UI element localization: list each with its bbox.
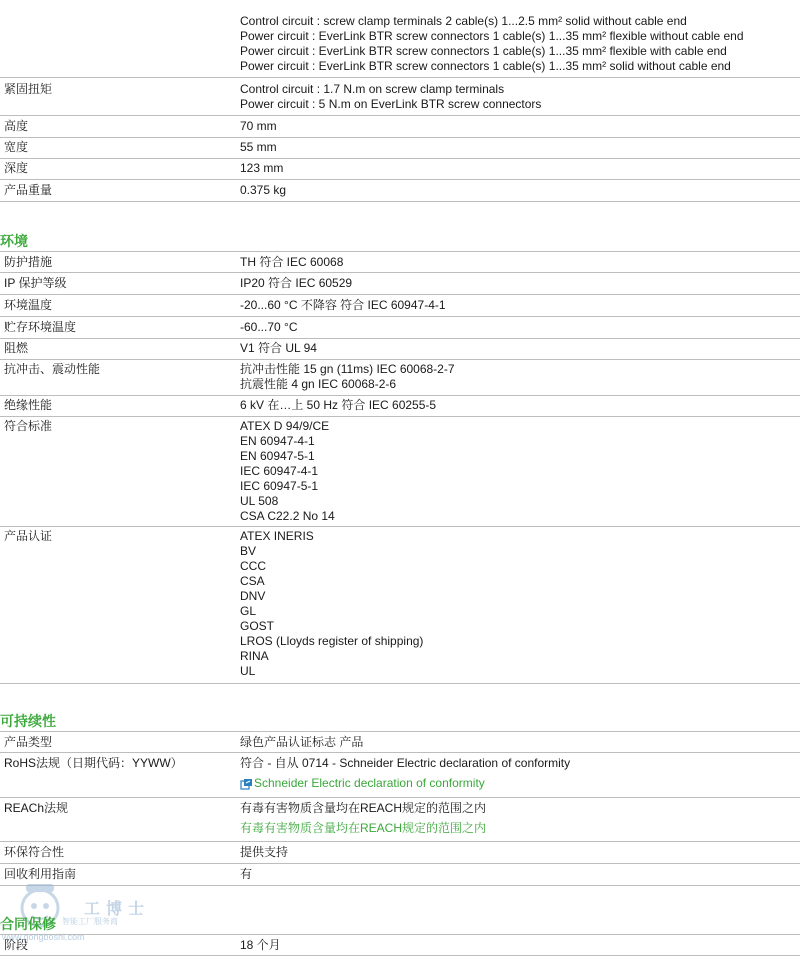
torque-line: Control circuit : 1.7 N.m on screw clamp terminals: [240, 82, 505, 96]
spec-label-warranty-period: 阶段: [4, 938, 29, 952]
section-title-warranty: 合同保修: [0, 916, 56, 932]
cert-item: RINA: [240, 649, 269, 663]
spec-row-temperature: [0, 295, 800, 317]
spec-label-certifications: 产品认证: [4, 529, 53, 543]
rohs-text: 符合 - 自从 0714 - Schneider Electric declaration of conformity: [240, 756, 571, 770]
spec-label-product-type: 产品类型: [4, 735, 53, 749]
spec-value-torque: [240, 82, 541, 112]
spec-value-depth: 123 mm: [240, 161, 284, 175]
rohs-declaration-link[interactable]: [240, 776, 485, 791]
watermark-brand: 工博士: [84, 901, 151, 918]
spec-value-temperature: -20...60 °C 不降容 符合 IEC 60947-4-1: [240, 298, 446, 312]
spec-value-flame: V1 符合 UL 94: [240, 341, 317, 355]
spec-value-product-type: 绿色产品认证标志 产品: [240, 735, 364, 749]
spec-row-width: [0, 138, 800, 159]
spec-row-storage-temp: [0, 317, 800, 339]
spec-row-eco: [0, 842, 800, 864]
standard-item: UL 508: [240, 494, 279, 508]
spec-label-standards: 符合标准: [4, 419, 53, 433]
spec-value-standards: [240, 419, 335, 524]
reach-link[interactable]: 有毒有害物质含量均在REACH规定的范围之内: [240, 821, 487, 835]
cert-item: BV: [240, 544, 257, 558]
spec-value-reach: [240, 801, 486, 836]
reach-text: 有毒有害物质含量均在REACH规定的范围之内: [240, 801, 487, 815]
standard-item: CSA C22.2 No 14: [240, 509, 335, 523]
spec-row-torque: [0, 78, 800, 116]
spec-label-flame: 阻燃: [4, 341, 29, 355]
section-title-sustainability: 可持续性: [0, 713, 56, 729]
section-title-environment: 环境: [0, 233, 28, 249]
spec-row-insulation: [0, 396, 800, 417]
spec-label-storage-temp: 贮存环境温度: [4, 320, 77, 334]
connection-line: Power circuit : EverLink BTR screw connectors 1 cable(s) 1...35 mm² flexible with cable end: [240, 44, 727, 58]
connection-line: Control circuit : screw clamp terminals 2 cable(s) 1...2.5 mm² solid without cable end: [240, 14, 687, 28]
standard-item: IEC 60947-5-1: [240, 479, 319, 493]
standard-item: EN 60947-5-1: [240, 449, 315, 463]
spec-row-product-type: [0, 731, 800, 753]
spec-row-rohs: [0, 753, 800, 798]
spec-row-flame: [0, 339, 800, 360]
spec-value-ip: IP20 符合 IEC 60529: [240, 276, 353, 290]
spec-value-storage-temp: -60...70 °C: [240, 320, 298, 334]
spec-row-standards: [0, 417, 800, 527]
connection-line: Power circuit : EverLink BTR screw connectors 1 cable(s) 1...35 mm² solid without cable end: [240, 59, 731, 73]
spec-row-shock: [0, 360, 800, 396]
spec-label-recycle: 回收利用指南: [4, 867, 77, 881]
connection-line: Power circuit : EverLink BTR screw connectors 1 cable(s) 1...35 mm² flexible without cable end: [240, 29, 744, 43]
spec-row-height: [0, 116, 800, 138]
spec-label-shock: 抗冲击、震动性能: [4, 362, 101, 376]
cert-item: GOST: [240, 619, 275, 633]
standard-item: ATEX D 94/9/CE: [240, 419, 330, 433]
spec-value-connections: [240, 14, 744, 74]
spec-label-ip: IP 保护等级: [4, 276, 67, 290]
spec-value-recycle: 有: [240, 867, 253, 881]
torque-line: Power circuit : 5 N.m on EverLink BTR screw connectors: [240, 97, 542, 111]
cert-item: GL: [240, 604, 257, 618]
spec-row-depth: [0, 159, 800, 180]
spec-label-weight: 产品重量: [4, 183, 53, 197]
spec-label-protection: 防护措施: [4, 255, 53, 269]
spec-label-insulation: 绝缘性能: [4, 398, 53, 412]
spec-row-warranty-period: [0, 934, 800, 956]
spec-value-protection: TH 符合 IEC 60068: [240, 255, 344, 269]
spec-value-insulation: 6 kV 在…上 50 Hz 符合 IEC 60255-5: [240, 398, 437, 412]
rohs-link-label: Schneider Electric declaration of conformity: [254, 776, 485, 790]
spec-label-height: 高度: [4, 119, 29, 133]
standard-item: IEC 60947-4-1: [240, 464, 319, 478]
spec-value-shock: [240, 362, 455, 392]
external-link-icon: [240, 778, 252, 790]
standard-item: EN 60947-4-1: [240, 434, 315, 448]
spec-row-certifications: [0, 527, 800, 684]
shock-line: 抗震性能 4 gn IEC 60068-2-6: [240, 377, 397, 391]
spec-value-weight: 0.375 kg: [240, 183, 287, 197]
spec-label-width: 宽度: [4, 140, 29, 154]
spec-row-reach: [0, 798, 800, 842]
spec-row-ip: [0, 273, 800, 295]
spec-value-rohs: [240, 756, 570, 795]
cert-item: CCC: [240, 559, 266, 573]
spec-value-width: 55 mm: [240, 140, 277, 154]
spec-value-eco: 提供支持: [240, 845, 289, 859]
watermark-url: www.gongboshi.com: [2, 932, 85, 942]
spec-value-height: 70 mm: [240, 119, 277, 133]
spec-row-protection: [0, 251, 800, 273]
spec-label-torque: 紧固扭矩: [4, 82, 53, 96]
cert-item: CSA: [240, 574, 265, 588]
spec-label-eco: 环保符合性: [4, 845, 65, 859]
cert-item: ATEX INERIS: [240, 529, 314, 543]
cert-item: UL: [240, 664, 256, 678]
spec-row-connections: [0, 0, 800, 78]
spec-value-certifications: [240, 529, 423, 679]
spec-label-depth: 深度: [4, 161, 29, 175]
cert-item: LROS (Lloyds register of shipping): [240, 634, 424, 648]
spec-label-reach: REACh法规: [4, 801, 69, 815]
spec-value-warranty-period: 18 个月: [240, 938, 281, 952]
spec-label-temperature: 环境温度: [4, 298, 53, 312]
cert-item: DNV: [240, 589, 266, 603]
watermark-tagline: 智能工厂服务商: [62, 917, 118, 926]
spec-label-rohs: RoHS法规（日期代码：YYWW）: [4, 756, 183, 770]
shock-line: 抗冲击性能 15 gn (11ms) IEC 60068-2-7: [240, 362, 455, 376]
spec-row-weight: [0, 180, 800, 202]
